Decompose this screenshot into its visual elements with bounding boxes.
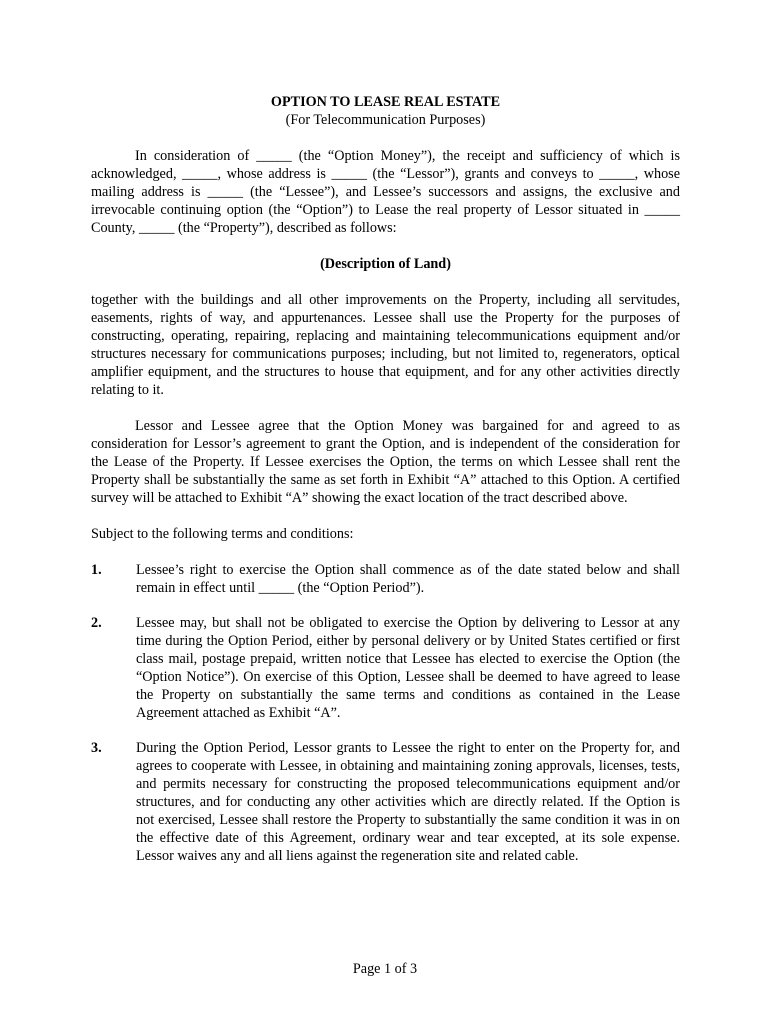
description-heading: (Description of Land): [320, 256, 451, 272]
term-item-2: [91, 614, 680, 722]
term-item-3: [91, 739, 680, 865]
term-number: 3.: [91, 740, 102, 756]
term-number: 1.: [91, 562, 102, 578]
together-paragraph: together with the buildings and all other improvements on the Property, including all servitudes, easements, rights of way, and appurtenances. Lessee shall use the Property for the purposes of constructing, operating, repairing, replacing and maintaining telecommunications equipment and/or structures necessary for communications purposes; including, but not limited to, regenerators, optical amplifier equipment, and the structures to house that equipment, and for any other activities directly relating to it.: [91, 292, 680, 398]
term-text: During the Option Period, Lessor grants to Lessee the right to enter on the Property for, and agrees to cooperate with Lessee, in obtaining and maintaining zoning approvals, licenses, tests, and permits necessary for constructing the proposed telecommunications equipment and/or structures, and for conducting any other activities which are directly related. If the Option is not exercised, Lessee shall restore the Property to substantially the same condition it was in on the effective date of this Agreement, ordinary wear and tear excepted, at its sole expense. Lessor waives any and all liens against the regeneration site and related cable.: [136, 740, 680, 864]
intro-paragraph: In consideration of _____ (the “Option Money”), the receipt and sufficiency of which is acknowledged, _____, whose address is _____ (the “Lessor”), grants and conveys to _____, whose mailing address is _____ (the “Lessee”), and Lessee’s successors and assigns, the exclusive and irrevocable continuing option (the “Option”) to Lease the real property of Lessor situated in _____ County, _____ (the “Property”), described as follows:: [91, 148, 680, 236]
document-subtitle: (For Telecommunication Purposes): [285, 112, 486, 128]
document-page: [91, 93, 680, 865]
agreement-paragraph: Lessor and Lessee agree that the Option Money was bargained for and agreed to as consideration for Lessor’s agreement to grant the Option, and is independent of the consideration for the Lease of the Property. If Lessee exercises the Option, the terms on which Lessee shall rent the Property shall be substantially the same as set forth in Exhibit “A” attached to this Option. A certified survey will be attached to Exhibit “A” showing the exact location of the tract described above.: [91, 418, 680, 506]
terms-intro: Subject to the following terms and conditions:: [91, 526, 354, 542]
term-number: 2.: [91, 615, 102, 631]
term-text: Lessee may, but shall not be obligated to exercise the Option by delivering to Lessor at any time during the Option Period, either by personal delivery or by United States certified or first class mail, postage prepaid, written notice that Lessee has elected to exercise the Option (the “Option Notice”). On exercise of this Option, Lessee shall be deemed to have agreed to lease the Property on substantially the same terms and conditions as contained in the Lease Agreement attached as Exhibit “A”.: [136, 615, 680, 721]
term-text: Lessee’s right to exercise the Option shall commence as of the date stated below and shall remain in effect until _____ (the “Option Period”).: [136, 562, 680, 596]
page-footer: Page 1 of 3: [352, 961, 418, 977]
term-item-1: [91, 561, 680, 597]
document-title: OPTION TO LEASE REAL ESTATE: [270, 94, 501, 110]
